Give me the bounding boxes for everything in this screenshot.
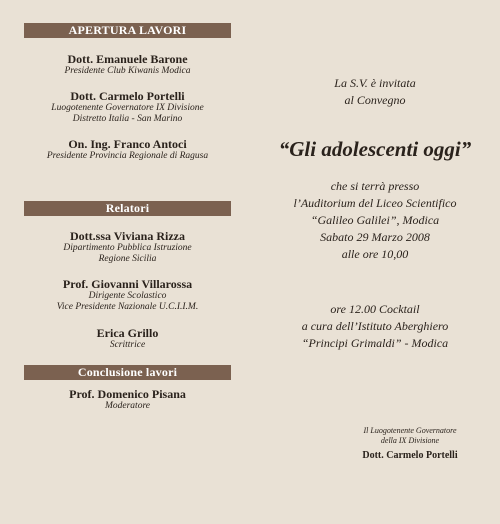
person-name: Dott. Emanuele Barone bbox=[67, 52, 188, 66]
person-role: Luogotenente Governatore IX Divisione bbox=[51, 103, 204, 113]
person-name: Erica Grillo bbox=[96, 326, 159, 340]
venue-details bbox=[255, 178, 495, 263]
person-name: Dott.ssa Viviana Rizza bbox=[70, 229, 185, 243]
person-role: Scrittrice bbox=[109, 340, 146, 350]
cocktail-line: a cura dell’Istituto Aberghiero bbox=[301, 319, 449, 333]
person-role: Dipartimento Pubblica Istruzione bbox=[63, 243, 192, 253]
person-name: On. Ing. Franco Antoci bbox=[68, 137, 187, 151]
person-role: Vice Presidente Nazionale U.C.I.I.M. bbox=[56, 302, 199, 312]
person-name: Dott. Carmelo Portelli bbox=[70, 89, 185, 103]
detail-line: “Galileo Galilei”, Modica bbox=[310, 213, 440, 227]
signature-role: Il Luogotenente Governatore bbox=[363, 426, 457, 435]
person-portelli bbox=[24, 89, 231, 125]
intro-line: La S.V. è invitata bbox=[334, 76, 416, 90]
section-header-opening: APERTURA LAVORI bbox=[24, 23, 231, 38]
program-column bbox=[24, 23, 231, 412]
cocktail-line: “Principi Grimaldi” - Modica bbox=[301, 336, 449, 350]
section-header-closing: Conclusione lavori bbox=[24, 365, 231, 380]
person-role: Presidente Provincia Regionale di Ragusa bbox=[46, 151, 209, 161]
person-role: Presidente Club Kiwanis Modica bbox=[64, 66, 191, 76]
person-name: Prof. Giovanni Villarossa bbox=[62, 277, 193, 291]
person-pisana bbox=[24, 387, 231, 412]
section-header-speakers: Relatori bbox=[24, 201, 231, 216]
person-antoci bbox=[24, 137, 231, 162]
person-role: Moderatore bbox=[104, 401, 151, 411]
person-barone bbox=[24, 52, 231, 77]
detail-line: alle ore 10,00 bbox=[341, 247, 409, 261]
intro-line: al Convegno bbox=[344, 93, 406, 107]
person-name: Prof. Domenico Pisana bbox=[69, 387, 186, 401]
signature-block bbox=[340, 426, 480, 463]
signature-role: della IX Divisione bbox=[380, 436, 440, 445]
detail-line: Sabato 29 Marzo 2008 bbox=[320, 230, 430, 244]
event-title: “Gli adolescenti oggi” bbox=[278, 137, 472, 161]
cocktail-line: ore 12.00 Cocktail bbox=[330, 302, 420, 316]
person-role: Dirigente Scolastico bbox=[88, 291, 167, 301]
person-rizza bbox=[24, 229, 231, 265]
invitation-text bbox=[255, 75, 495, 352]
person-role: Distretto Italia - San Marino bbox=[72, 114, 183, 124]
cocktail-info bbox=[255, 301, 495, 352]
detail-line: che si terrà presso bbox=[330, 179, 420, 193]
detail-line: l’Auditorium del Liceo Scientifico bbox=[293, 196, 457, 210]
person-role: Regione Sicilia bbox=[98, 254, 157, 264]
person-grillo bbox=[24, 326, 231, 351]
person-villarossa bbox=[24, 277, 231, 313]
signature-name: Dott. Carmelo Portelli bbox=[362, 450, 458, 461]
